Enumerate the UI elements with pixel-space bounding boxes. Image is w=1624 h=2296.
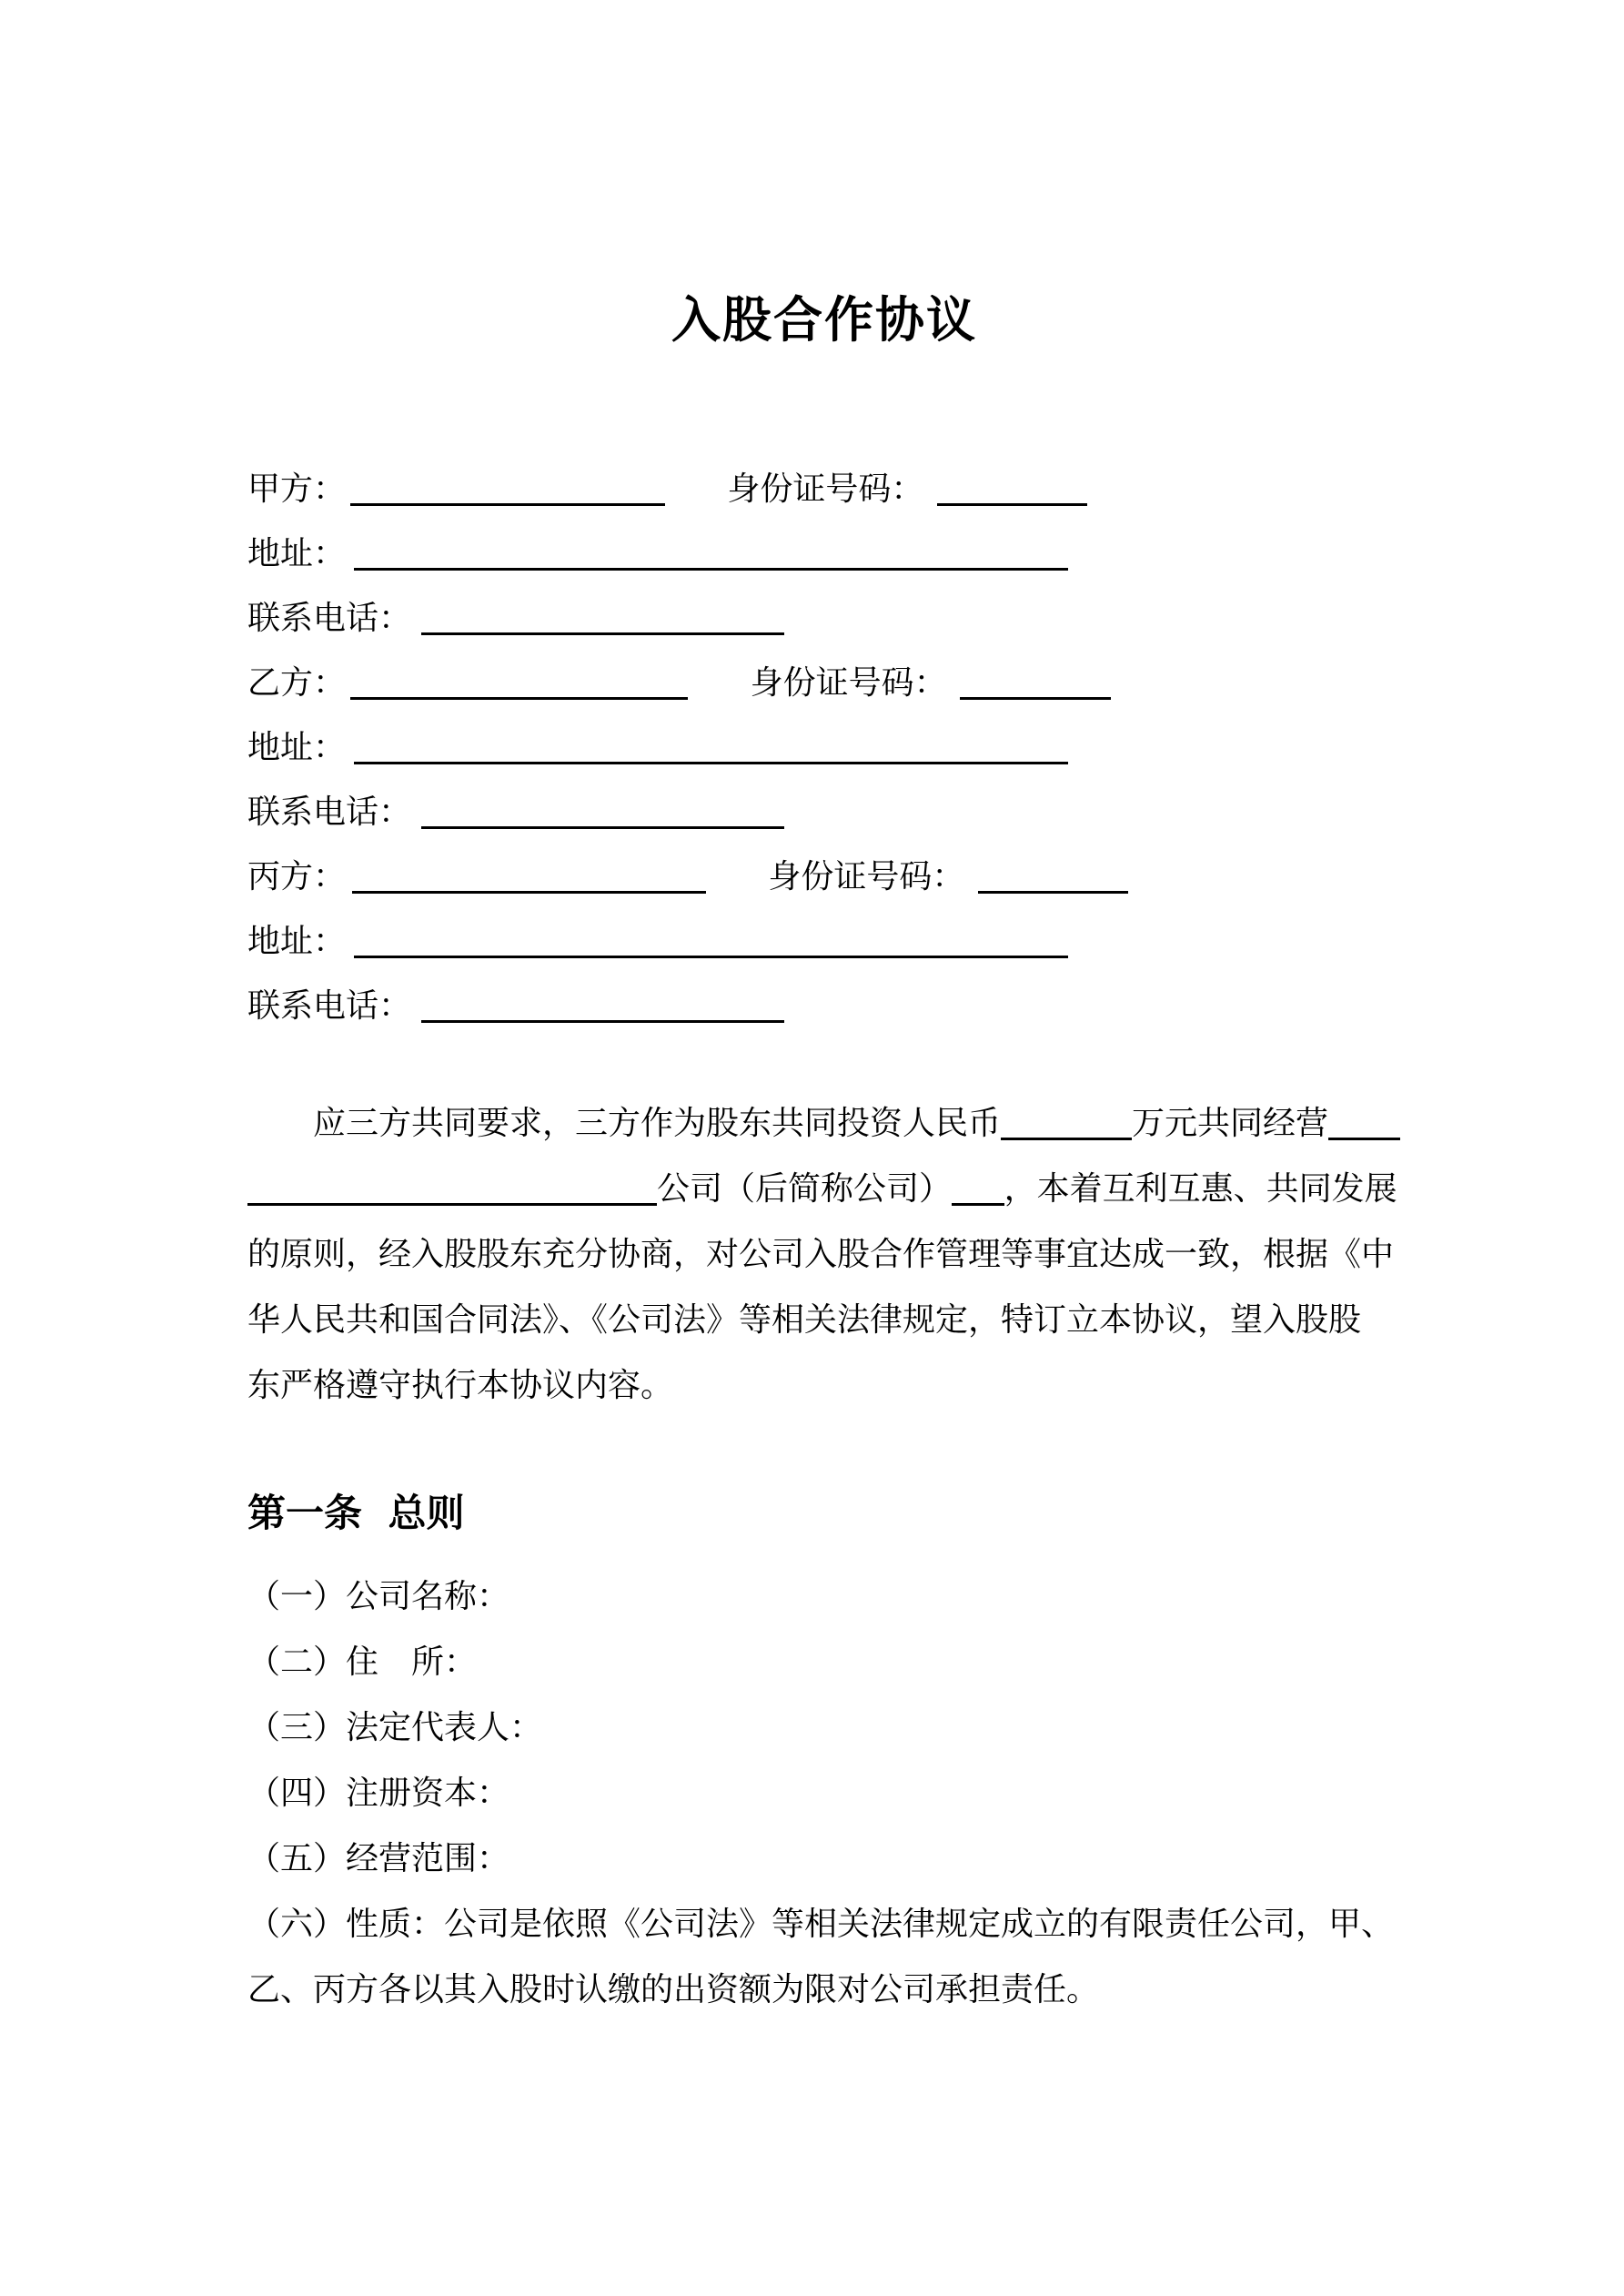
party-c-id-blank[interactable] <box>978 887 1129 894</box>
intro-line-5: 东严格遵守执行本协议内容。 <box>247 1367 674 1403</box>
party-a-address-label: 地址： <box>247 535 347 571</box>
party-c-id-label: 身份证号码： <box>768 858 965 895</box>
party-a-label: 甲方： <box>247 470 347 507</box>
party-b-address-label: 地址： <box>247 729 347 765</box>
parties-section <box>247 457 1401 1038</box>
investment-amount-blank[interactable] <box>1001 1134 1132 1140</box>
party-a-phone-blank[interactable] <box>421 629 785 635</box>
company-name-blank-tail[interactable] <box>952 1199 1004 1206</box>
party-a-name-row <box>247 457 1401 521</box>
item-business-scope: （五）经营范围： <box>247 1840 510 1876</box>
company-name-blank-start[interactable] <box>1328 1134 1400 1140</box>
party-b-name-row <box>247 651 1401 715</box>
party-c-address-label: 地址： <box>247 923 347 959</box>
document-title: 入股合作协议 <box>671 293 977 348</box>
intro-line-1 <box>247 1090 1401 1156</box>
party-c-address-blank[interactable] <box>354 952 1068 958</box>
party-c-address-row <box>247 909 1401 974</box>
party-a-address-blank[interactable] <box>354 564 1068 571</box>
intro-line-2-text: ，本着互利互惠、共同发展 <box>1004 1170 1397 1207</box>
item-domicile: （二）住 所： <box>247 1644 478 1680</box>
article-1-heading: 第一条 总则 <box>247 1493 465 1535</box>
party-a-address-row <box>247 521 1401 586</box>
party-b-phone-blank[interactable] <box>421 823 785 829</box>
item-nature-line-2: 乙、丙方各以其入股时认缴的出资额为限对公司承担责任。 <box>247 1971 1100 2008</box>
item-company-name: （一）公司名称： <box>247 1578 510 1614</box>
party-c-phone-row <box>247 974 1401 1038</box>
party-b-id-label: 身份证号码： <box>750 664 947 701</box>
party-c-label: 丙方： <box>247 858 347 895</box>
intro-line-2-company: 公司（后简称公司） <box>657 1170 953 1207</box>
intro-line-3: 的原则，经入股股东充分协商，对公司入股合作管理等事宜达成一致，根据《中 <box>247 1236 1395 1272</box>
item-nature-line-1: （六）性质：公司是依照《公司法》等相关法律规定成立的有限责任公司，甲、 <box>247 1906 1395 1942</box>
article-1-items <box>247 1563 1401 2022</box>
intro-line-4: 华人民共和国合同法》、《公司法》等相关法律规定，特订立本协议，望入股股 <box>247 1301 1362 1338</box>
party-b-phone-label: 联系电话： <box>247 794 412 830</box>
party-b-address-blank[interactable] <box>354 758 1068 764</box>
intro-line-1-text: 应三方共同要求，三方作为股东共同投资人民币 <box>313 1105 1002 1141</box>
item-registered-capital: （四）注册资本： <box>247 1775 510 1811</box>
party-a-phone-row <box>247 586 1401 651</box>
party-a-name-blank[interactable] <box>350 500 665 506</box>
party-b-name-blank[interactable] <box>350 693 688 700</box>
party-a-phone-label: 联系电话： <box>247 600 412 636</box>
intro-line-2 <box>247 1156 1401 1221</box>
party-a-id-label: 身份证号码： <box>727 470 924 507</box>
intro-line-1-mid: 万元共同经营 <box>1132 1105 1329 1141</box>
party-b-phone-row <box>247 780 1401 845</box>
party-c-phone-label: 联系电话： <box>247 987 412 1024</box>
party-a-id-blank[interactable] <box>937 500 1088 506</box>
party-b-label: 乙方： <box>247 664 347 701</box>
item-legal-representative: （三）法定代表人： <box>247 1709 543 1745</box>
party-c-name-row <box>247 845 1401 909</box>
company-name-blank-continue[interactable] <box>247 1199 657 1206</box>
party-b-address-row <box>247 715 1401 780</box>
party-b-id-blank[interactable] <box>960 693 1111 700</box>
intro-paragraph <box>247 1090 1401 1418</box>
party-c-phone-blank[interactable] <box>421 1017 785 1023</box>
party-c-name-blank[interactable] <box>352 887 706 894</box>
